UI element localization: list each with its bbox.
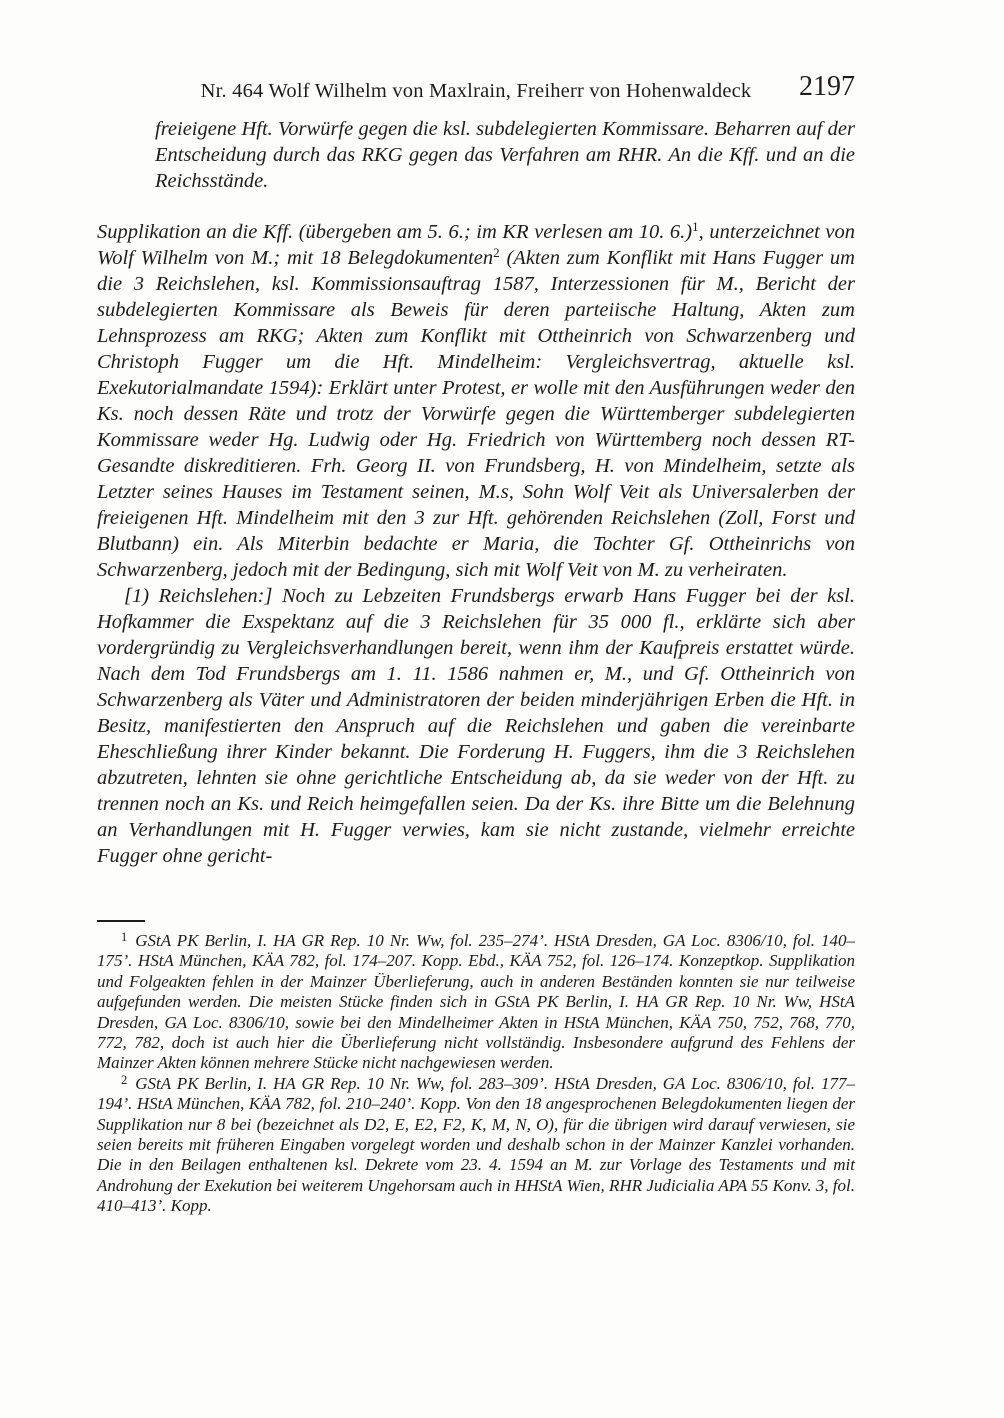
page-header [97,71,855,107]
body-paragraph-2: [1) Reichslehen:] Noch zu Lebzeiten Frundsbergs erwarb Hans Fugger bei der ksl. Hofkammer die Exspektanz auf die 3 Reichslehen für 35 000 fl., erklärte sich aber vordergründig zu Vergleichsverhandlungen bereit, wenn ihm der Kaufpreis erstattet würde. Nach dem Tod Frundsbergs am 1. 11. 1586 nahmen er, M., und Gf. Ottheinrich von Schwarzenberg als Väter und Administratoren der beiden minderjährigen Erben die Hft. in Besitz, manifestierten den Anspruch auf die Reichslehen und gaben die vereinbarte Eheschließung ihrer Kinder bekannt. Die Forderung H. Fuggers, ihm die 3 Reichslehen abzutreten, lehnten sie ohne gerichtliche Entscheidung ab, da sie weder von der Hft. zu trennen noch an Ks. und Reich heimgefallen seien. Da der Ks. ihre Bitte um die Belehnung an Verhandlungen mit H. Fugger verwies, kam sie nicht zustande, vielmehr erreichte Fugger ohne gericht- [97,585,855,867]
footnote-1 [97,931,855,1074]
footnote-1-marker: 1 [121,930,128,944]
footnote-1-text: GStA PK Berlin, I. HA GR Rep. 10 Nr. Ww, fol. 235–274’. HStA Dresden, GA Loc. 8306/10, fol. 140–175’. HStA München, KÄA 782, fol. 174–207. Kopp. Ebd., KÄA 752, fol. 126–174. Konzeptkop. Supplikation und Folgeakten fehlen in der Mainzer Überlieferung, auch in anderen Beständen konnten sie nur teilweise aufgefunden werden. Die meisten Stücke finden sich in GStA PK Berlin, I. HA GR Rep. 10 Nr. Ww, HStA Dresden, GA Loc. 8306/10, sowie bei den Mindelheimer Akten in HStA München, KÄA 750, 752, 768, 770, 772, 782, doch ist auch hier die Überlieferung nicht vollständig. Insbesondere aufgrund des Fehlens der Mainzer Akten können mehrere Stücke nicht nachgewiesen werden. [97,931,855,1073]
footnote-2 [97,1074,855,1217]
running-head: Nr. 464 Wolf Wilhelm von Maxlrain, Freiherr von Hohenwaldeck [200,80,752,102]
summary-paragraph: freieigene Hft. Vorwürfe gegen die ksl. subdelegierten Kommissare. Beharren auf der Entscheidung durch das RKG gegen das Verfahren am RHR. An die Kff. und an die Reichsstände. [155,118,855,192]
body-paragraph-1 [97,219,855,583]
footnotes-block [97,931,855,1217]
page-number: 2197 [799,71,855,102]
body-paragraph-1-segment-1: Supplikation an die Kff. (übergeben am 5. 6.; im KR verlesen am 10. 6.) [97,221,693,243]
footnote-2-marker: 2 [121,1072,128,1087]
footnote-2-text: GStA PK Berlin, I. HA GR Rep. 10 Nr. Ww, fol. 283–309’. HStA Dresden, GA Loc. 8306/10, fol. 177–194’. HStA München, KÄA 782, fol. 210–240’. Kopp. Von den 18 angesprochenen Belegdokumenten liegen der Supplikation nur 8 bei (bezeichnet als D2, E, E2, F2, K, M, N, O), für die übrigen wird darauf verwiesen, sie seien bereits mit früheren Eingaben vorgelegt worden und deshalb schon in der Mainzer Kanzlei vorhanden. Die in den Beilagen enthaltenen ksl. Dekrete vom 23. 4. 1594 an M. zur Vorlage des Testaments und mit Androhung der Exekution bei weiterem Ungehorsam auch in HHStA Wien, RHR Judicialia APA 55 Konv. 3, fol. 410–413’. Kopp. [97,1073,855,1216]
footnote-reference-1: 1 [692,219,699,234]
footnote-reference-2: 2 [493,245,500,260]
body-paragraph-1-segment-3: (Akten zum Konflikt mit Hans Fugger um die 3 Reichslehen, ksl. Kommissionsauftrag 1587, Interzessionen für M., Bericht der subdelegierten Kommissare als Beweis für deren parteiische Haltung, Akten zum Lehnsprozess am RKG; Akten zum Konflikt mit Ottheinrich von Schwarzenberg und Christoph Fugger um die Hft. Mindelheim: Vergleichsvertrag, aktuelle ksl. Exekutorialmandate 1594): Erklärt unter Protest, er wolle mit den Ausführungen weder den Ks. noch dessen Räte und trotz der Vorwürfe gegen die Württemberger subdelegierten Kommissare weder Hg. Ludwig oder Hg. Friedrich von Württemberg noch dessen RT-Gesandte diskreditieren. Frh. Georg II. von Frundsberg, H. von Mindelheim, setzte als Letzter seines Hauses im Testament seinen, M.s, Sohn Wolf Veit als Universalerben der freieigenen Hft. Mindelheim mit den 3 zur Hft. gehörenden Reichslehen (Zoll, Forst und Blutbann) ein. Als Miterbin bedachte er Maria, die Tochter Gf. Ottheinrichs von Schwarzenberg, jedoch mit der Bedingung, sich mit Wolf Veit von M. zu verheiraten. [97,247,855,581]
footnote-separator-rule [97,920,145,922]
body-paragraph-1-segment-2: , unterzeichnet von Wolf Wilhelm von M.; mit 18 Belegdokumenten [97,221,855,269]
main-text [97,219,855,869]
